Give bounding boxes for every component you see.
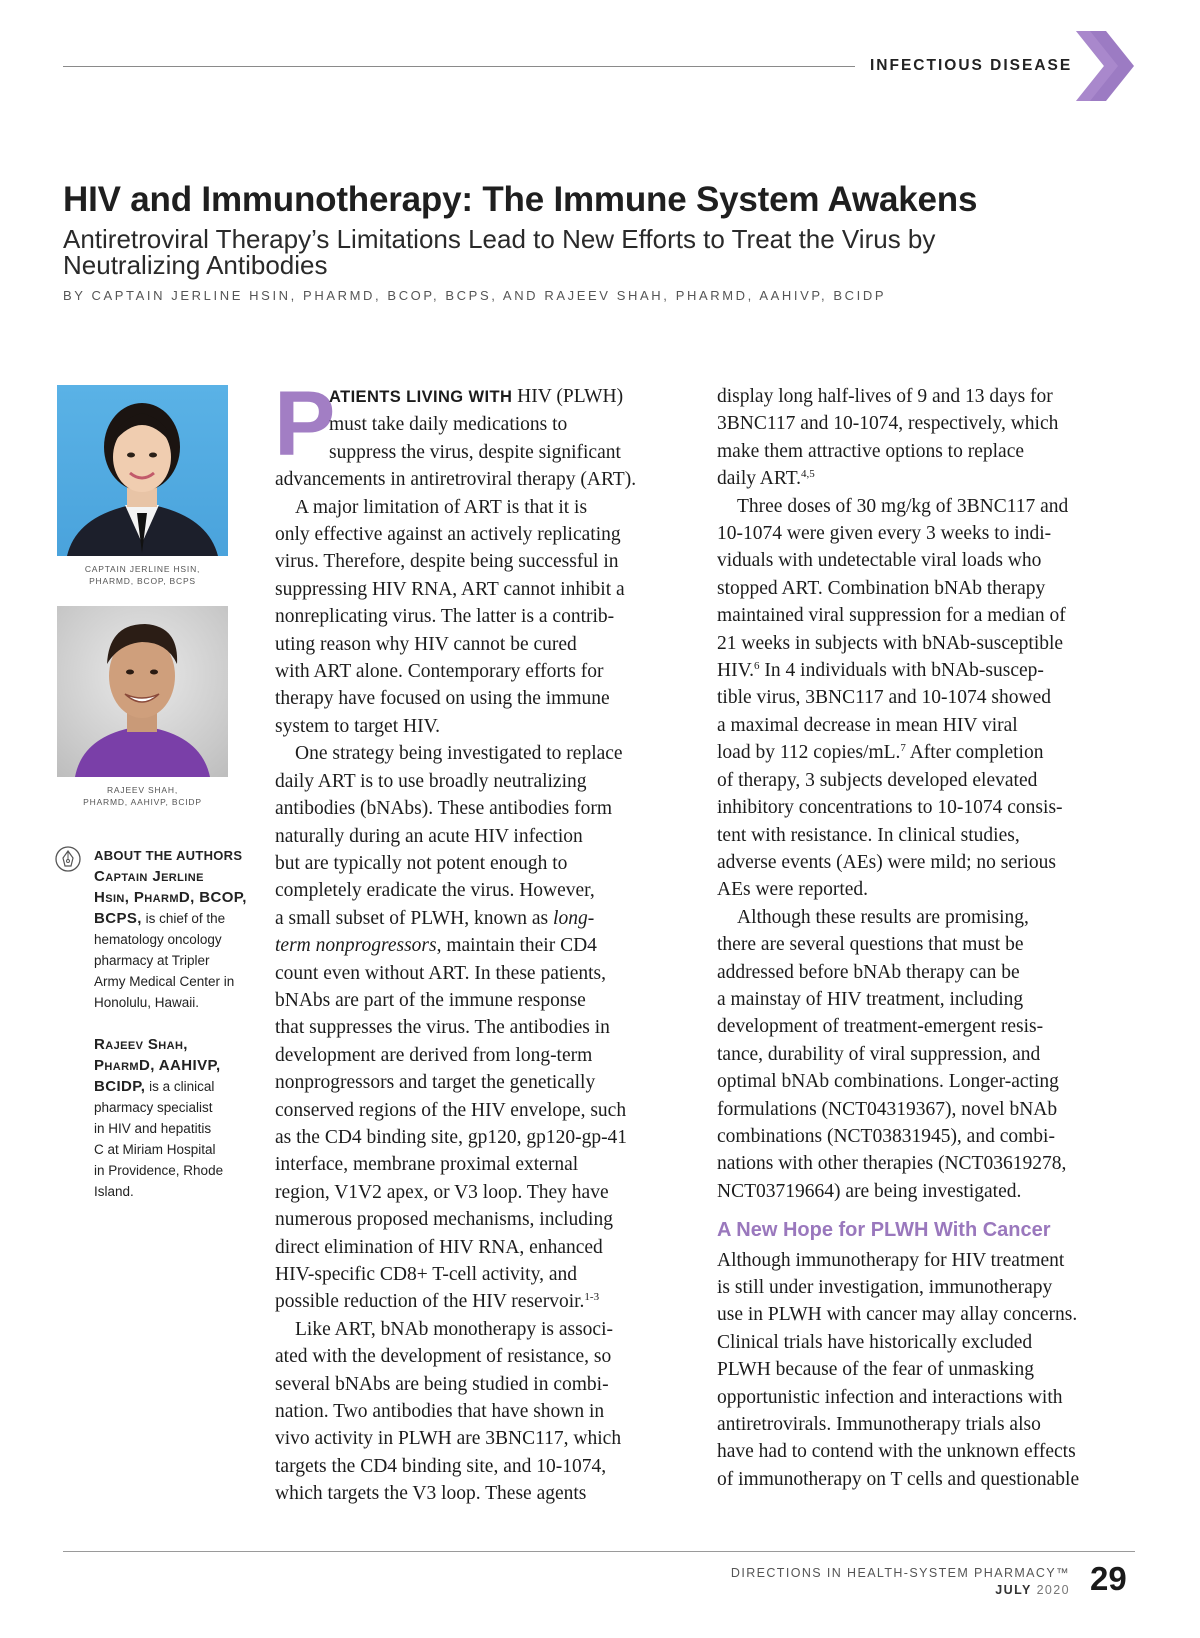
byline: BY CAPTAIN JERLINE HSIN, PHARMD, BCOP, BCPS, AND RAJEEV SHAH, PHARMD, AAHIVP, BCIDP [63, 288, 887, 303]
body-column-2: display long half-lives of 9 and 13 days for 3BNC117 and 10-1074, respectively, which make them attractive options to replace daily ART.$^{4,5}$ Three doses of 30 mg/kg of 3BNC117 and 10-1074 were given every 3 weeks to indi- viduals with undetectable viral loads who stopped ART. Combination bNAb therapy maintained viral suppression for a median of 21 weeks in subjects with bNAb-susceptible HIV.$^6$ In 4 individuals with bNAb-suscep- tible virus, 3BNC117 and 10-1074 showed a maximal decrease in mean HIV viral load by 112 copies/mL.$^7$ After completion of therapy, 3 subjects developed elevated inhibitory concentrations to 10-1074 consis- tent with resistance. In clinical studies, adverse events (AEs) were mild; no serious AEs were reported. Although these results are promising, there are several questions that must be addressed before bNAb therapy can be a mainstay of HIV treatment, including development of treatment-emergent resis- tance, durability of viral suppression, and optimal bNAb combinations. Longer-acting formulations (NCT04319367), novel bNAb combinations (NCT03831945), and combi- nations with other therapies (NCT03619278, NCT03719664) are being investigated. A New Hope for PLWH With Cancer Although immunotherapy for HIV treatment is still under investigation, immunotherapy use in PLWH with cancer may allay concerns. Clinical trials have historically excluded PLWH because of the fear of unmasking opportunistic infection and interactions with antiretrovirals. Immunotherapy trials also have had to contend with the unknown effects of immunotherapy on T cells and questionable [717, 383, 1137, 1493]
author-photo-shah [57, 606, 228, 777]
page-number: 29 [1090, 1560, 1127, 1597]
header-rule [63, 66, 855, 67]
photo-caption-shah: RAJEEV SHAH, PHARMD, AAHIVP, BCIDP [83, 785, 202, 807]
article-subtitle: Antiretroviral Therapy’s Limitations Lead to New Efforts to Treat the Virus by Neutralizing Antibodies [63, 224, 936, 280]
pen-nib-icon [55, 846, 81, 872]
journal-name: DIRECTIONS IN HEALTH-SYSTEM PHARMACY™ JULY 2020 [730, 1566, 1070, 1597]
body-column-1: ATIENTS LIVING WITH HIV (PLWH) must take daily medications to suppress the virus, despite significant advancements in antiretroviral therapy (ART). A major limitation of ART is that it is only effective against an actively replicating virus. Therefore, despite being successful in suppressing HIV RNA, ART cannot inhibit a nonreplicating virus. The latter is a contrib- uting reason why HIV cannot be cured with ART alone. Contemporary efforts for therapy have focused on using the immune system to target HIV. One strategy being investigated to replace daily ART is to use broadly neutralizing antibodies (bNAbs). These antibodies form naturally during an acute HIV infection but are typically not potent enough to completely eradicate the virus. However, a small subset of PLWH, known as long- term nonprogressors, maintain their CD4 count even without ART. In these patients, bNAbs are part of the immune response that suppresses the virus. The antibodies in development are derived from long-term nonprogressors and target the genetically conserved regions of the HIV envelope, such as the CD4 binding site, gp120, gp120-gp-41 interface, membrane proximal external region, V1V2 apex, or V3 loop. They have numerous proposed mechanisms, including direct elimination of HIV RNA, enhanced HIV-specific CD8+ T-cell activity, and possible reduction of the HIV reservoir.$^{1-3}$ Like ART, bNAb monotherapy is associ- ated with the development of resistance, so several bNAbs are being studied in combi- nation. Two antibodies that have shown in vivo activity in PLWH are 3BNC117, which targets the CD4 binding site, and 10-1074, which targets the V3 loop. These agents [275, 386, 637, 1505]
chevron-right-icon [1076, 31, 1134, 101]
about-heading: ABOUT THE AUTHORS [94, 848, 243, 863]
section-label: INFECTIOUS DISEASE [870, 57, 1073, 74]
about-the-authors [94, 845, 254, 1223]
footer-rule [63, 1551, 1135, 1552]
section-subheading: A New Hope for PLWH With Cancer [717, 1219, 1051, 1242]
author-photo-hsin [57, 385, 228, 556]
article-title: HIV and Immunotherapy: The Immune System Awakens [63, 180, 978, 219]
author-bio-shah: Rajeev Shah, PharmD, AAHIVP, BCIDP, is a clinical pharmacy specialist in HIV and hepatitis C at Miriam Hospital in Providence, Rhode Island. [94, 1036, 224, 1199]
photo-caption-hsin: CAPTAIN JERLINE HSIN, PHARMD, BCOP, BCPS [84, 564, 201, 586]
author-bio-hsin: Captain Jerline Hsin, PharmD, BCOP, BCPS, is chief of the hematology oncology pharmacy at Tripler Army Medical Center in Honolulu, Hawaii. [94, 868, 247, 1010]
drop-cap: P [274, 373, 336, 475]
